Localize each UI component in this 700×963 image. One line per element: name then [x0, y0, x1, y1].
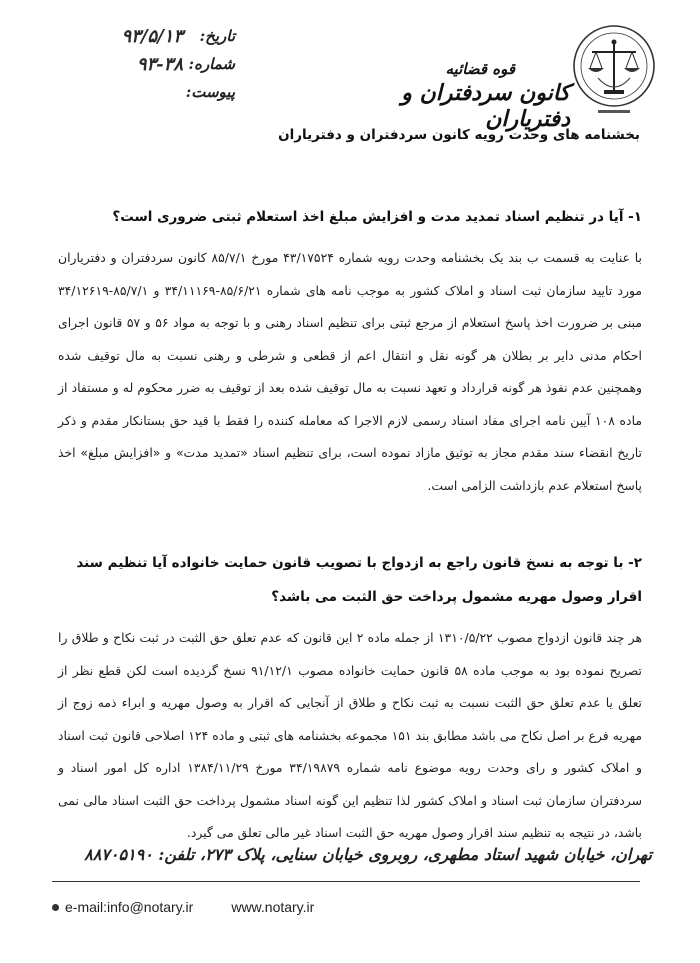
- date-value: ۹۳/۵/۱۳: [121, 25, 183, 47]
- bullet-icon: [52, 904, 59, 911]
- date-row: [60, 22, 235, 50]
- footer-divider: [52, 881, 640, 882]
- answer-1-paragraph: با عنایت به قسمت ب بند یک بخشنامه وحدت رویه شماره ۴۳/۱۷۵۲۴ مورخ ۸۵/۷/۱ کانون سردفتران و دفتریاران مورد تایید سازمان ثبت اسناد و املاک کشور به موجب نامه های شماره ۸۵/۶/۲۱-۳۴/۱۱۱۶۹ و ۸۵/۷/۱-۳۴/۱۲۶۱۹ مبنی بر ضرورت اخذ پاسخ استعلام از مرجع ثبتی برای تنظیم اسناد رهنی و با توجه به مواد ۵۶ و ۵۷ قانون اجرای احکام مدنی دایر بر بطلان هر گونه نقل و انتقال اعم از قطعی و شرطی و رهنی نسبت به مال توقیف شده وهمچنین عدم نفوذ هر گونه قرارداد و تعهد نسبت به مال توقیف شده بعد از توقیف به ضرر محکوم له و مستفاد از ماده ۱۰۸ آیین نامه اجرای مفاد اسناد رسمی لازم الاجرا که معامله کننده را فقط با قید حق بستانکار مقدم و ذکر تاریخ انقضاء سند مقدم مجاز به توثیق مازاد نموده است، برای تنظیم اسناد «تمدید مدت» و «افزایش مبلغ» اخذ پاسخ استعلام عدم بازداشت الزامی است.: [58, 250, 643, 493]
- scales-of-justice-emblem-icon: [568, 20, 660, 120]
- date-label: تاریخ:: [199, 27, 235, 45]
- letter-meta: [60, 22, 235, 106]
- footer-address: تهران، خیابان شهید استاد مطهری، روبروی خیابان سنایی، پلاک ۲۷۳، تلفن: ۸۸۷۰۵۱۹۰: [84, 845, 652, 864]
- letter-body: [58, 200, 642, 850]
- question-2-title: ۲- با توجه به نسخ قانون راجع به ازدواج با تصویب قانون حمایت خانواده آیا تنظیم سند اقرار وصول مهریه مشمول پرداخت حق الثبت می باشد؟: [76, 555, 642, 605]
- number-value: ۹۳-۳۸: [136, 53, 183, 75]
- attachment-label: پیوست:: [185, 83, 235, 101]
- answer-2-paragraph: هر چند قانون ازدواج مصوب ۱۳۱۰/۵/۲۲ از جمله ماده ۲ این قانون که عدم تعلق حق الثبت در ثبت نکاح و طلاق را تصریح نموده بود به موجب ماده ۵۸ قانون حمایت خانواده مصوب ۹۱/۱۲/۱ نسخ گردیده است لکن قطع نظر از تعلق یا عدم تعلق حق الثبت نسبت به ثبت نکاح و طلاق از آنجایی که اقرار به وصول مهریه و ابراء ذمه زوج از مهریه فرع بر اصل نکاح می باشد مطابق بند ۱۵۱ مجموعه بخشنامه های ثبتی و ماده ۱۲۴ اصلاحی قانون ثبت اسناد و املاک کشور و رای وحدت رویه موضوع نامه شماره ۳۴/۱۹۸۷۹ مورخ ۱۳۸۴/۱۱/۲۹ اداره کل امور اسناد و سردفتران سازمان ثبت اسناد و املاک کشور لذا تنظیم این گونه اسناد مشمول پرداخت حق الثبت اسناد مالی نمی باشد، در نتیجه به تنظیم سند اقرار وصول مهریه حق الثبت اسناد غیر مالی تعلق می گیرد.: [58, 630, 642, 840]
- footer-contact: [52, 899, 572, 915]
- email-link[interactable]: e-mail:info@notary.ir: [65, 899, 194, 915]
- organization-block: [330, 60, 570, 132]
- number-row: [60, 50, 235, 78]
- document-subtitle: بخشنامه های وحدت رویه کانون سردفتران و دفتریاران: [278, 127, 640, 143]
- org-name: کانون سردفتران و دفتریاران: [401, 80, 570, 132]
- number-label: شماره:: [188, 55, 235, 73]
- website-link[interactable]: www.notary.ir: [231, 899, 315, 915]
- org-parent: قوه قضائیه: [445, 60, 515, 78]
- attachment-row: [60, 78, 235, 106]
- question-1-title: ۱- آیا در تنظیم اسناد تمدید مدت و افزایش مبلغ اخذ استعلام ثبتی ضروری است؟: [112, 209, 642, 225]
